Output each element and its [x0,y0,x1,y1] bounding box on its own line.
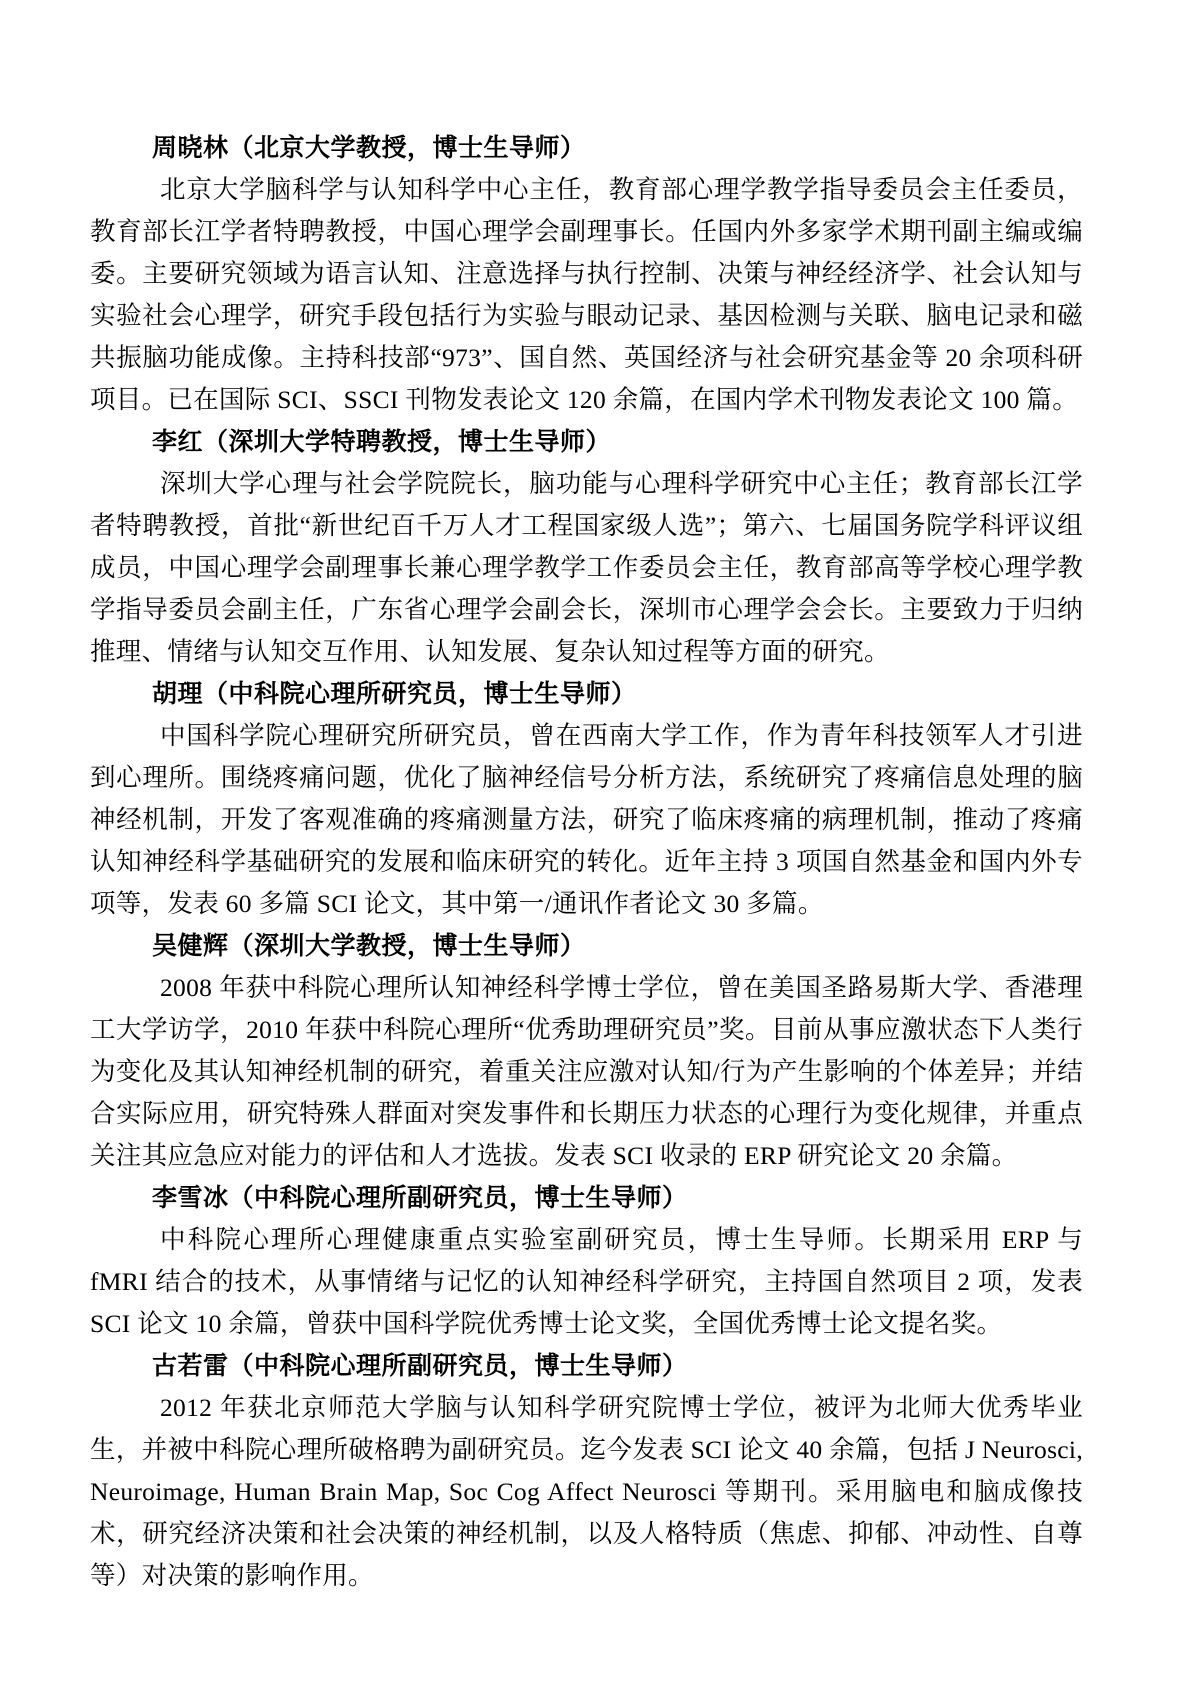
bio-section-li-xuebing [90,1177,1083,1345]
bio-section-zhou-xiaolin [90,127,1083,421]
bio-heading: 李雪冰（中科院心理所副研究员，博士生导师） [152,1184,688,1212]
bio-paragraph: 深圳大学心理与社会学院院长，脑功能与心理科学研究中心主任；教育部长江学者特聘教授，首批“新世纪百千万人才工程国家级人选”；第六、七届国务院学科评议组成员，中国心理学会副理事长兼心理学教学工作委员会主任，教育部高等学校心理学教学指导委员会副主任，广东省心理学会副会长，深圳市心理学会会长。主要致力于归纳推理、情绪与认知交互作用、认知发展、复杂认知过程等方面的研究。 [90,469,1083,666]
bio-section-li-hong [90,421,1083,673]
bio-section-wu-jianhui [90,925,1083,1177]
bio-heading: 周晓林（北京大学教授，博士生导师） [152,134,586,162]
bio-paragraph: 2008 年获中科院心理所认知神经科学博士学位，曾在美国圣路易斯大学、香港理工大学访学，2010 年获中科院心理所“优秀助理研究员”奖。目前从事应激状态下人类行为变化及其认知神经机制的研究，着重关注应激对认知/行为产生影响的个体差异；并结合实际应用，研究特殊人群面对突发事件和长期压力状态的心理行为变化规律，并重点关注其应急应对能力的评估和人才选拔。发表 SCI 收录的 ERP 研究论文 20 余篇。 [90,973,1083,1170]
bio-paragraph: 中科院心理所心理健康重点实验室副研究员，博士生导师。长期采用 ERP 与 fMRI 结合的技术，从事情绪与记忆的认知神经科学研究，主持国自然项目 2 项，发表 SCI 论文 10 余篇，曾获中国科学院优秀博士论文奖，全国优秀博士论文提名奖。 [90,1225,1083,1338]
bio-heading: 吴健辉（深圳大学教授，博士生导师） [152,932,586,960]
bio-section-hu-li [90,673,1083,925]
bio-paragraph: 2012 年获北京师范大学脑与认知科学研究院博士学位，被评为北师大优秀毕业生，并被中科院心理所破格聘为副研究员。迄今发表 SCI 论文 40 余篇，包括 J Neurosci, Neuroimage, Human Brain Map, Soc Cog Affect Neurosci 等期刊。采用脑电和脑成像技术，研究经济决策和社会决策的神经机制，以及人格特质（焦虑、抑郁、冲动性、自尊等）对决策的影响作用。 [90,1393,1083,1590]
bio-heading: 李红（深圳大学特聘教授，博士生导师） [152,428,612,456]
bio-paragraph: 北京大学脑科学与认知科学中心主任，教育部心理学教学指导委员会主任委员，教育部长江学者特聘教授，中国心理学会副理事长。任国内外多家学术期刊副主编或编委。主要研究领域为语言认知、注意选择与执行控制、决策与神经经济学、社会认知与实验社会心理学，研究手段包括行为实验与眼动记录、基因检测与关联、脑电记录和磁共振脑功能成像。主持科技部“973”、国自然、英国经济与社会研究基金等 20 余项科研项目。已在国际 SCI、SSCI 刊物发表论文 120 余篇，在国内学术刊物发表论文 100 篇。 [90,175,1083,414]
bio-heading: 胡理（中科院心理所研究员，博士生导师） [152,680,637,708]
bio-heading: 古若雷（中科院心理所副研究员，博士生导师） [152,1352,688,1380]
bio-paragraph: 中国科学院心理研究所研究员，曾在西南大学工作，作为青年科技领军人才引进到心理所。围绕疼痛问题，优化了脑神经信号分析方法，系统研究了疼痛信息处理的脑神经机制，开发了客观准确的疼痛测量方法，研究了临床疼痛的病理机制，推动了疼痛认知神经科学基础研究的发展和临床研究的转化。近年主持 3 项国自然基金和国内外专项等，发表 60 多篇 SCI 论文，其中第一/通讯作者论文 30 多篇。 [90,721,1083,918]
bio-section-gu-ruolei [90,1345,1083,1597]
